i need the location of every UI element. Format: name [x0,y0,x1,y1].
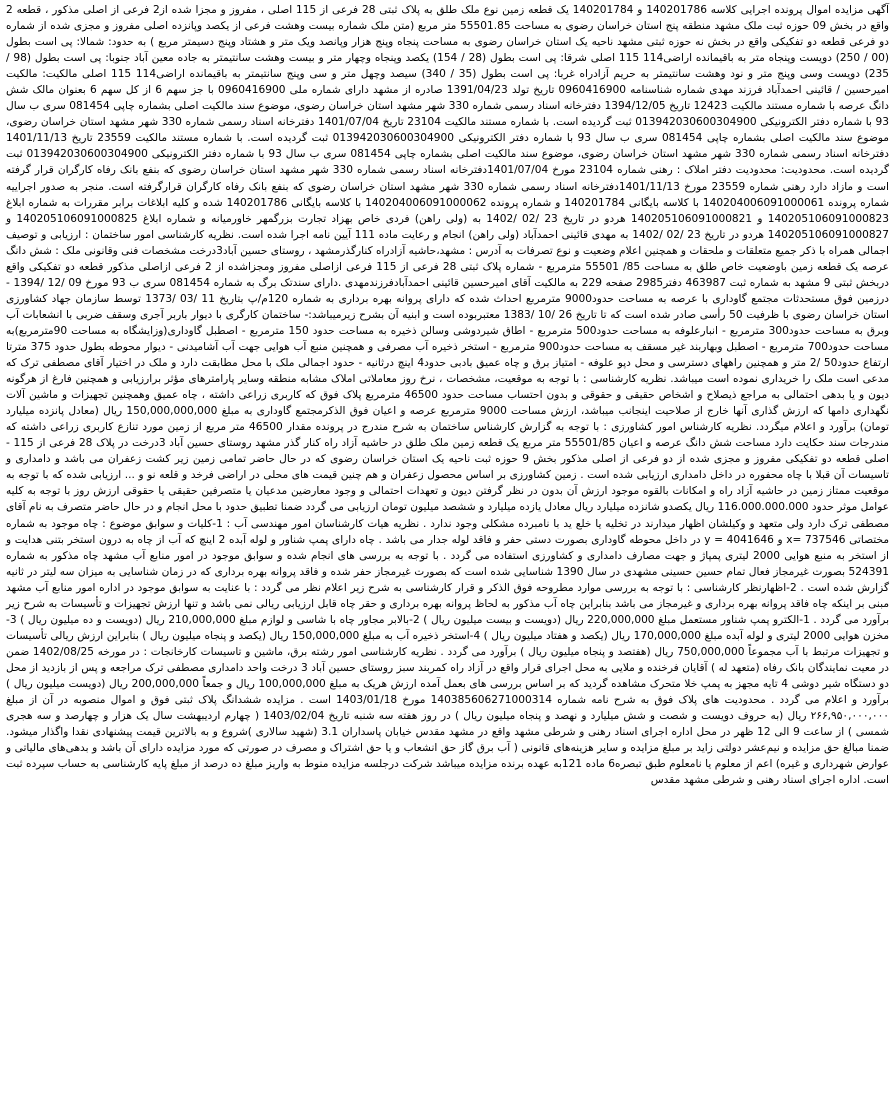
auction-notice-text: آگهی مزایده اموال پرونده اجرایی کلاسه 140201786 و 140201784 یک قطعه زمین نوع ملک طلق به پلاک ثبتی 28 فرعی از 115 اصلی ، مفروز و مجزا شده از2 فرعی از اصلی مذکور ، قطعه 2 واقع در بخش 09 حوزه ثبت ملک مشهد منطقه پنج استان خراسان رضوی به مساحت 55501.85 متر مربع (متن ملک شماره بیست وهشت فرعی از یکصد وپانزده اصلی مفروز و مجزی شده از شماره دو فرعی قطعه دو تفکیکی واقع در بخش نه حوزه ثبتی مشهد ناحیه یک استان خراسان رضوی به مساحت پنجاه وپنج هزار وپانصد ویک متر و هشتاد وپنج دسیمتر مربع ) به حدود: شمالا: پی است بطول (00 / 250) دویست وپنجاه متر به باقیمانده اراضی114 115 اصلی شرقا: پی است بطول (28 / 154) یکصد وپنجاه وچهار متر و بیست وهشت سانتیمتر به جاده معین آباد جنوبا: پی است بطول (98 / 235) دویست وسی وپنج متر و نود وهشت سانتیمتر به حریم آزادراه غربا: پی است بطول (35 / 340) سیصد وچهل متر و سی وپنج سانتیمتر به باقیمانده اراضی114 115 اصلی مالکیت: مالکیت امیرحسین / قائینی احمدآباد فرزند مهدی شماره شناسنامه 0960416900 تاریخ تولد 1391/04/23 صادره از مشهد دارای شماره ملی 0960416900 با جز سهم 6 از کل سهم 6 بعنوان مالک شش دانگ عرصه با شماره مستند مالکیت 12423 تاریخ 1394/12/05 دفترخانه اسناد رسمی شماره 330 شهر مشهد استان خراسان رضوی، موضوع سند مالکیت اصلی بشماره چاپی 081454 سری ب سال 93 با شماره دفتر الکترونیکی 013942030600304900 ثبت گردیده است. با شماره مستند مالکیت 23104 تاریخ 1401/07/04 دفترخانه اسناد رسمی شماره 330 شهر مشهد استان خراسان رضوی، موضوع سند مالکیت اصلی بشماره چاپی 081454 سری ب سال 93 با شماره دفتر الکترونیکی 013942030600304900 ثبت گردیده است. با شماره مستند مالکیت 23559 تاریخ 1401/11/13 دفترخانه اسناد رسمی شماره 330 شهر مشهد استان خراسان رضوی، موضوع سند مالکیت اصلی بشماره چاپی 081454 سری ب سال 93 با شماره دفتر الکترونیکی 013942030600304900 ثبت گردیده است. محدودیت: محدودیت دفتر املاک : رهنی شماره 23104 مورخ 1401/07/04دفترخانه اسناد رسمی شماره 330 شهر مشهد استان خراسان رضوی که بنفع بانک رفاه کارگران قرار گرفته است و مازاد دارد رهنی شماره 23559 مورخ 1401/11/13دفترخانه اسناد رسمی شماره 330 شهر مشهد استان خراسان رضوی که بنفع بانک رفاه کارگران قرارگرفته است. منجر به صدور اجراییه شماره پرونده 140204006091000061 با کلاسه بایگانی 140201784 و شماره پرونده 140204006091000062 با کلاسه بایگانی 140201786 شده و کلیه ابلاغات برابر مقررات به شماره ابلاغ 140205106091000823 و 140205106091000821 هردو در تاریخ 23 /02 /1402 به (ولی راهن) فردی خاص بهزاد تجارت بزرگمهر خاورمیانه و شماره ابلاغ 140205106091000825 و 140205106091000827 هردو در تاریخ 23 /02 /1402 به مهدی قائینی احمدآباد (ولی راهن) انجام و رعایت ماده 111 آیین نامه اجرا شده است. نظریه کارشناسی امور ساختمان : ارزیابی و توصیف اجمالی همراه با ذکر جمیع متعلقات و ملحقات و همچنین اعلام وضعیت و نوع تصرفات به آدرس : مشهد،حاشیه آزادراه کنارگذرمشهد ، روستای حسین آباد3درخت مشخصات فنی وقانونی ملک : شش دانگ عرصه یک قطعه زمین باوضعیت خاص طلق به مساحت 85/ 55501 مترمربع - شماره پلاک ثبتی 28 فرعی از 115 فرعی ازاصلی مفروز ومجزاشده از 2 فرعی ازاصلی مذکور قطعه دو تفکیکی واقع دربخش ثبتی 9 مشهد به شماره ثبت 463987 دفتر2985 صفحه 229 به مالکیت آقای امیرحسین قائینی احمدآبادفرزندمهدی .دارای سندتک برگ به شماره 081454 سری ب 93 مورخ 09 /12 /1394 - درزمین فوق مستحدثات مجتمع گاوداری با عرصه به مساحت حدود9000 مترمربع احداث شده که دارای پروانه بهره برداری به شماره 120م/پ بتاریخ 11 /03 /1373 توسط سازمان جهاد کشاورزی استان خراسان رضوی با ظرفیت 50 رأسی صادر شده است که تا تاریخ 26 /10 /1383 معتبربوده است و ابنیه آن بشرح زیرمیباشد:- ساختمان کارگری با دیوار باربر آجری وسقف ضربی با انشعابات آب وبرق به مساحت حدود300 مترمربع - انبارعلوفه به مساحت حدود500 مترمربع - اطاق شیردوشی وسالن ذخیره به مساحت حدود 150 مترمربع - اصطبل گاوداری(وزایشگاه به مساحت 90مترمربع)به مساحت حدود700 مترمربع - اصطبل وبهاربند غیر مسقف به مساحت حدود900 مترمربع - استخر ذخیره آب مصرفی و همچنین منبع آب هوایی جهت آب آشامیدنی - دیوار محوطه بطول حدود 375 مترتا ارتفاع حدود50 /2 متر و همچنین راههای دسترسی و محل دپو علوفه - امتیاز برق و چاه عمیق بادبی حدود4 اینچ درثانیه - حدود اجمالی ملک با محل مطابقت دارد و ملک در اختیار آقای مصطفی ترک که مدعی است ملک را خریداری نموده است میباشد. نظریه کارشناسی : با توجه به موقعیت، مشخصات ، نرخ روز معاملاتی املاک مشابه منطقه وسایر پارامترهای مؤثر برارزیابی و همچنین فارغ از هرگونه دیون و یا بدهی احتمالی به مراجع ذیصلاح و اشخاص حقیقی و حقوقی و بدون احتساب مساحت حدود 46500 مترمربع پلاک فوق که کاربری زراعی داشته ، چاه عمیق وهمچنین تجهیزات و ماشین آلات نگهداری دامها که ارزش گذاری آنها خارج از صلاحیت اینجانب میباشد، ارزش مساحت 9000 مترمربع عرصه و اعیان فوق الذکرمجتمع گاوداری به مبلغ 150,000,000,000 ریال (معادل پانزده میلیارد تومان) برآورد و اعلام میگردد. نظریه کارشناس امور کشاورزی : با توجه به گزارش کارشناس ساختمان به شرح مندرج در پرونده مقدار 46500 متر مربع از زمین مورد تنازع کاربری زراعی داشته که مندرجات سند حکایت دارد مساحت شش دانگ عرصه و اعیان 55501/85 متر مربع یک قطعه زمین ملک طلق در حاشیه آزاد راه کنار گذر مشهد روستای حسین آباد 3درخت در پلاک 28 فرعی از 115 - اصلی قطعه دو تفکیکی مفروز و مجزی شده از دو فرعی از اصلی مذکور بخش 9 حوزه ثبت ناحیه یک استان خراسان رضوی که در حال حاضر تمامی زمین زیر کشت زعفران می باشد و دامداری و تاسیسات آن قبلا با چاه محفوره در داخل دامداری ارزیابی شده است . زمین کشاورزی بر اساس محصول زعفران و هم چنین قیمت های محلی در اراضی فرخد و قلعه نو و ... ارزیابی شده که با توجه به موقعیت ممتاز زمین در حاشیه آزاد راه و امکانات بالقوه موجود ارزش آن بدون در نظر گرفتن دیون و تعهدات احتمالی و وجود معارضین مدعیان یا متصرفین حقیقی یا حقوقی ارزش روز با توجه به کلیه عوامل موثر حدود 116.000.000.000 ریال یکصدو شانزده میلیارد ریال معادل یازده میلیارد و ششصد میلیون تومان ارزیابی می گردد ضمنا تطبیق حدود با محل انجام و در حال حاضر متصرف به نام آقای مصطفی ترک دارد ولی متعهد و وکیلشان اظهار میدارند در تخلیه یا خلع ید با نامبرده مشکلی وجود ندارد . نظریه هیات کارشناسان امور مهندسی آب : 1-کلیات و سوابق موضوع : چاه موجود به شماره مختصاتی x= 737546 و y = 4041646 در داخل محوطه گاوداری بصورت دستی حفر و فاقد لوله جدار می باشد . چاه دارای پمپ شناور و لوله آبده 2 اینچ که آب از چاه به درون استخر بتنی هدایت و از استخر به منبع هوایی 2000 لیتری پمپاژ و جهت مصارف دامداری و کشاورزی استفاده می گردد . با توجه به بررسی های انجام شده و سوابق موجود در امور منابع آب مشهد چاه مذکور به شماره 524391 بصورت غیرمجاز فعال تمام حسین حسینی مشهدی در سال 1390 شناسایی شده است که بصورت غیرمجاز حفر شده و فاقد پروانه بهره برداری که در زمان شناسایی به میزان سه لیتر در ثانیه گزارش شده است . 2-اظهارنظر کارشناسی : با توجه به بررسی موارد مطروحه فوق الذکر و قرار کارشناسی به شرح زیر اعلام نظر می گردد : با عنایت به سوابق موجود در اداره امور منابع آب مشهد مبنی بر اینکه چاه فاقد پروانه بهره برداری و غیرمجاز می باشد بنابراین چاه آب مذکور به لحاظ پروانه بهره برداری و حقر چاه قابل ارزیابی ریالی نمی باشد و تنها ارزش تجهیزات و تأسیسات به شرح زیر برآورد می گردد . 1-الکترو پمپ شناور مستعمل مبلغ 220,000,000 ریال (دویست و بیست میلیون ریال ) 2-بالابر مجاور چاه با شاسی و لوازم مبلغ 210,000,000 ریال (دویست و ده میلیون ریال ) 3-مخزن هوایی 2000 لیتری و لوله آبده مبلغ 170,000,000 ریال (یکصد و هفتاد میلیون ریال ) 4-استخر ذخیره آب به مبلغ 150,000,000 ریال (یکصد و پنجاه میلیون ریال ) بنابراین ارزش ریالی تأسیسات و تجهیزات مرتبط با آب مجموعاً 750,000,000 ریال (هفتصد و پنجاه میلیون ریال ) برآورد می گردد . نظریه کارشناسی امور رشته برق، ماشین و تاسیسات کارخانجات : در مورخه 1402/08/25 ضمن در معیت نمایندگان بانک رفاه (متعهد له ) آقایان فرخنده و ملایی به محل اجرای قرار واقع در آزاد راه کمربند سبز روستای حسین آباد 3 درخت واحد دامداری مصطفی ترک مراجعه و پس از بازدید از محل دو دستگاه شیر دوشی 4 تایه مجهز به پمپ خلا متحرک مشاهده گردید که بر اساس بررسی های بعمل آمده ارزش هریک به مبلغ 100,000,000 ریال و جمعاً 200,000,000 ریال (دویست میلیون ریال ) برآورد و اعلام می گردد . محدودیت های پلاک فوق به شرح نامه شماره 140385606271000314 مورخ 1403/01/18 است . مزایده ششدانگ پلاک ثبتی فوق و اموال منصوبه در آن از مبلغ ۲۶۶,۹۵۰,۰۰۰,۰۰۰ ریال (به حروف دویست و شصت و شش میلیارد و نهصد و پنجاه میلیون ریال ) در روز هفته سه شنبه تاریخ 1403/02/04 ( چهارم اردیبهشت سال یک هزار و چهارصد و سه هجری شمسی ) از ساعت 9 الی 12 ظهر در محل اداره اجرای اسناد رهنی و شرطی مشهد واقع در مشهد مقدس خیابان پاسداران 3.1 (شهید سالاری )شروع و به بالاترین قیمت پیشنهادی نقدا واگذار میشود. ضمنا مبالغ حق مزایده و نیم‌عشر دولتی زاید بر مبلغ مزایده و سایر هزینه‌های قانونی ( آب برق گاز حق انشعاب و یا حق اشتراک و مصرف در صورتی که مورد مزایده دارای آن باشد و بدهی‌های مالیاتی و عوارض شهرداری و غیره) اعم از معلوم یا نامعلوم طبق تبصره6 ماده 121به عهده برنده مزایده میباشد شرکت درجلسه مزایده منوط به واریز مبلغ ده درصد از مبلغ پایه کارشناسی به حساب سپرده ثبت است. اداره اجرای اسناد رهنی و شرطی مشهد مقدس [6,4,890,787]
